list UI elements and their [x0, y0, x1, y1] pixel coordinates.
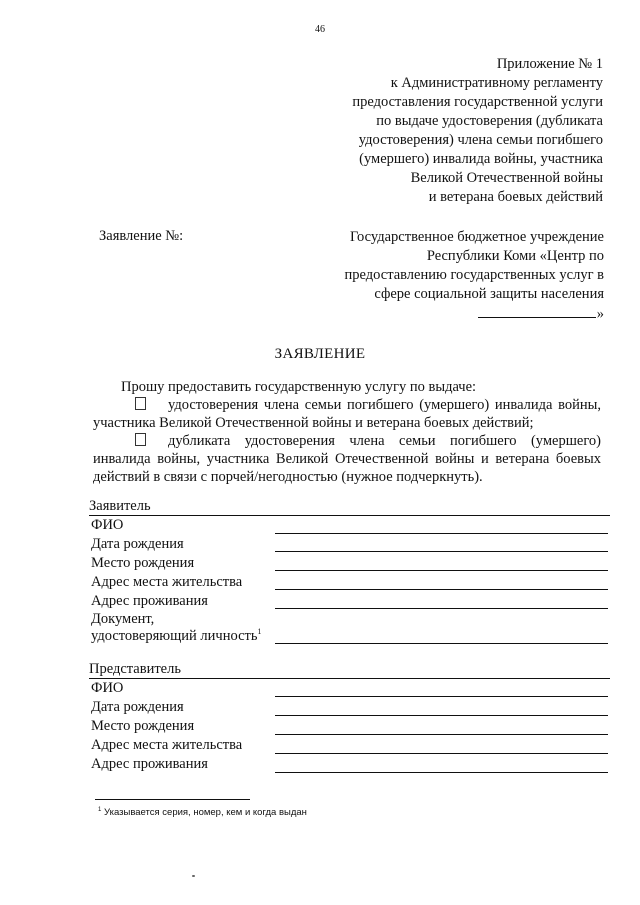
appendix-line: предоставления государственной услуги [352, 94, 603, 110]
appendix-line: Приложение № 1 [496, 56, 603, 72]
checkbox-certificate[interactable] [135, 397, 146, 410]
representative-fio-label: ФИО [91, 680, 124, 696]
id-doc-label-text: удостоверяющий личность [91, 628, 258, 644]
applicant-fio-label: ФИО [91, 517, 124, 533]
appendix-header [303, 55, 603, 207]
recipient-block [294, 228, 604, 324]
appendix-line: удостоверения) члена семьи погибшего [358, 132, 603, 148]
footnote-mark: 1 [98, 806, 102, 813]
applicant-heading-rule [89, 515, 610, 516]
recipient-name-blank[interactable] [478, 304, 596, 318]
representative-birth-place-label: Место рождения [91, 718, 195, 734]
applicant-id-doc-label [91, 611, 261, 645]
request-intro: Прошу предоставить государственную услугу по выдаче: [121, 379, 477, 395]
scan-speck [192, 875, 195, 877]
appendix-line: и ветерана боевых действий [428, 189, 603, 205]
representative-residence-label: Адрес места жительства [91, 737, 243, 753]
appendix-line: Великой Отечественной войны [410, 170, 603, 186]
appendix-line: к Административному регламенту [390, 75, 603, 91]
checkbox-duplicate[interactable] [135, 433, 146, 446]
applicant-birth-place-label: Место рождения [91, 555, 195, 571]
representative-birth-date-line[interactable] [275, 715, 608, 716]
option-certificate-text: удостоверения члена семьи погибшего (умершего) инвалида войны, участника Великой Отечественной войны и ветерана боевых действий; [93, 397, 601, 431]
applicant-birth-date-line[interactable] [275, 551, 608, 552]
applicant-fio-line[interactable] [275, 533, 608, 534]
applicant-residence-line[interactable] [275, 589, 608, 590]
recipient-line: сфере социальной защиты населения [374, 286, 604, 302]
option-duplicate-text: дубликата удостоверения члена семьи погибшего (умершего) инвалида войны, участника Великой Отечественной войны и ветерана боевых действий в связи с порчей/негодностью (нужное подчеркнуть). [93, 433, 601, 485]
option-certificate [93, 396, 601, 432]
applicant-living-label: Адрес проживания [91, 593, 208, 609]
page-number: 46 [315, 24, 325, 35]
footnote-separator [95, 799, 250, 800]
applicant-birth-date-label: Дата рождения [91, 536, 184, 552]
id-doc-label-line2 [91, 628, 261, 645]
representative-residence-line[interactable] [275, 753, 608, 754]
applicant-residence-label: Адрес места жительства [91, 574, 243, 590]
recipient-line: Республики Коми «Центр по [426, 248, 604, 264]
footnote [98, 807, 307, 818]
recipient-fill-row [294, 304, 604, 324]
representative-birth-date-label: Дата рождения [91, 699, 184, 715]
recipient-line: предоставлению государственных услуг в [344, 267, 604, 283]
applicant-heading: Заявитель [89, 498, 151, 514]
request-text [93, 378, 601, 486]
footnote-text: Указывается серия, номер, кем и когда выдан [103, 807, 307, 818]
closing-quote: » [596, 306, 604, 322]
applicant-id-doc-line[interactable] [275, 643, 608, 644]
option-duplicate [93, 432, 601, 486]
representative-living-line[interactable] [275, 772, 608, 773]
representative-fio-line[interactable] [275, 696, 608, 697]
id-doc-label-line1: Документ, [91, 611, 155, 627]
applicant-living-line[interactable] [275, 608, 608, 609]
representative-living-label: Адрес проживания [91, 756, 208, 772]
application-number-label: Заявление №: [99, 228, 184, 244]
appendix-line: (умершего) инвалида войны, участника [359, 151, 603, 167]
footnote-ref: 1 [257, 627, 262, 637]
representative-heading: Представитель [89, 661, 181, 677]
recipient-line: Государственное бюджетное учреждение [349, 229, 604, 245]
document-title: ЗАЯВЛЕНИЕ [274, 346, 366, 362]
representative-birth-place-line[interactable] [275, 734, 608, 735]
appendix-line: по выдаче удостоверения (дубликата [376, 113, 603, 129]
applicant-birth-place-line[interactable] [275, 570, 608, 571]
representative-heading-rule [89, 678, 610, 679]
